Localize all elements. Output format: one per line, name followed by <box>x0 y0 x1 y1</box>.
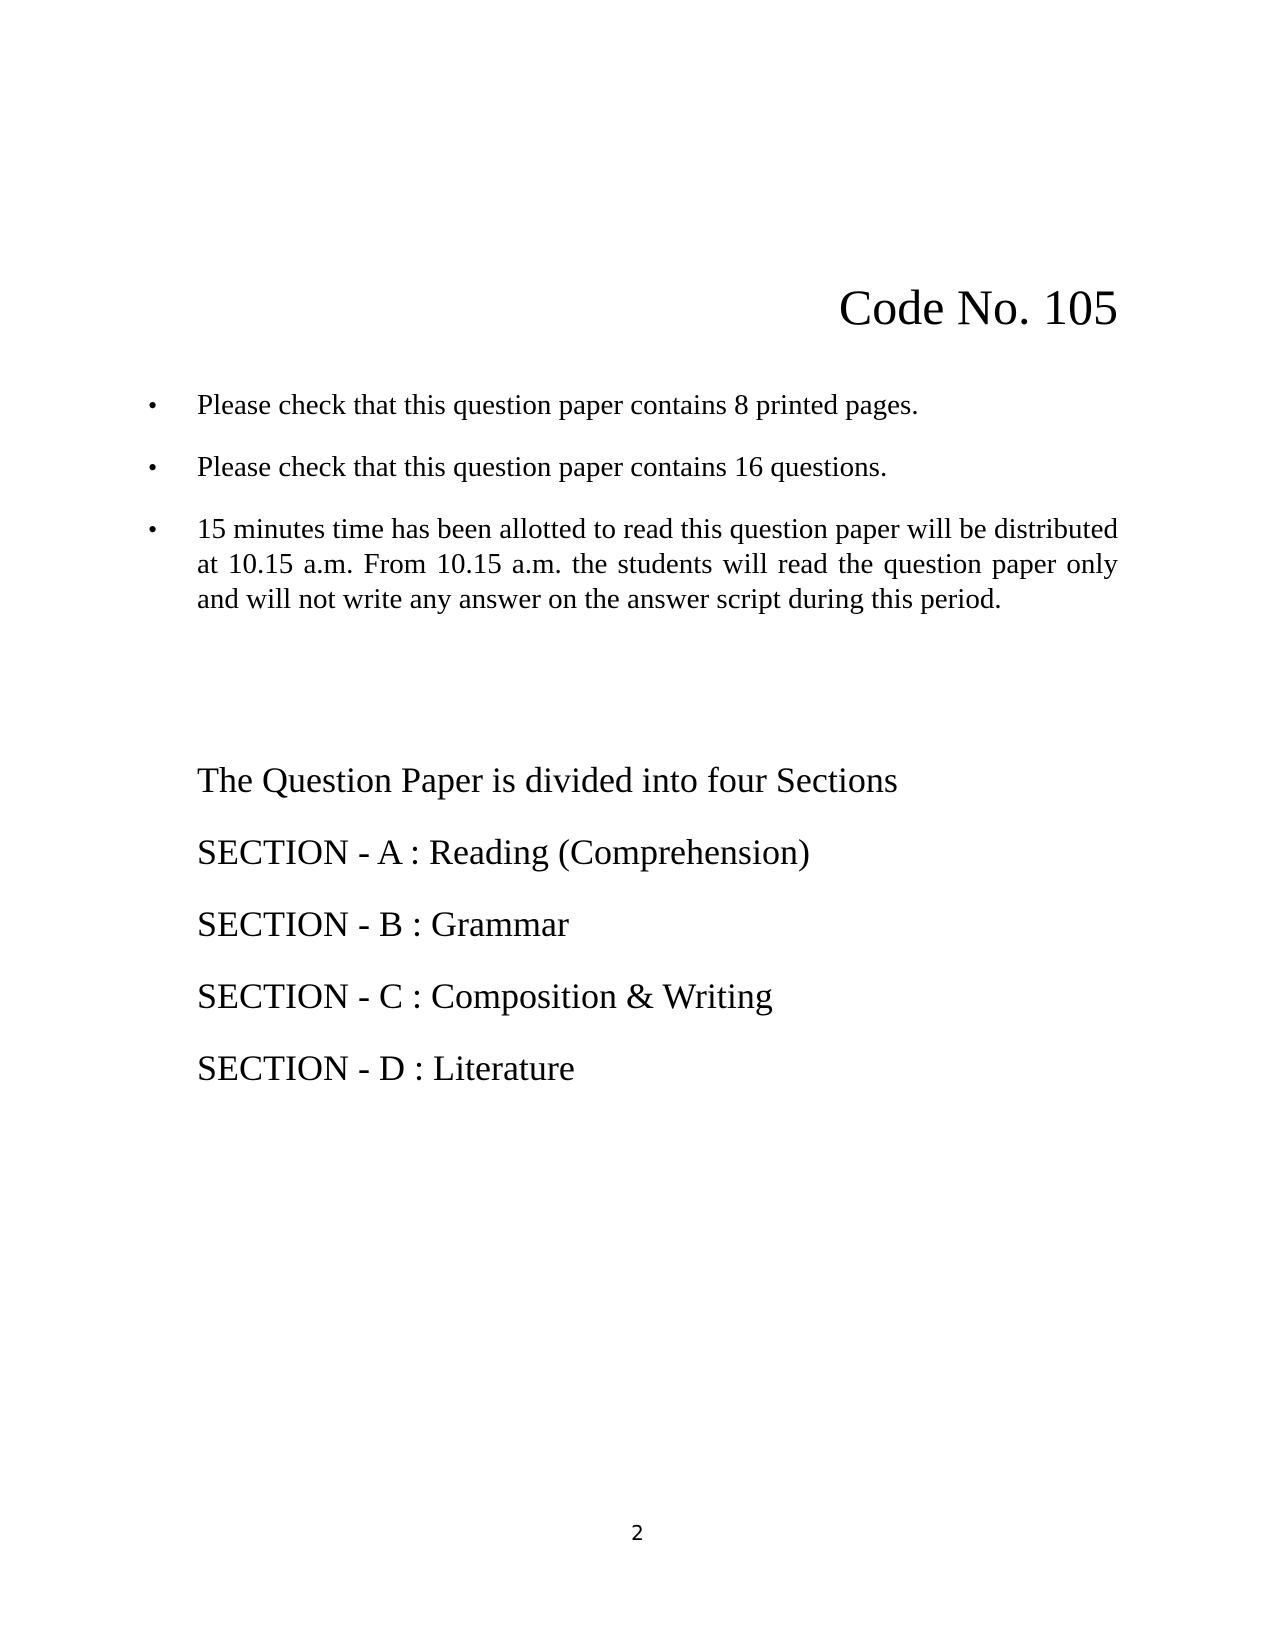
page-number: 2 <box>631 1521 644 1545</box>
section-b: SECTION - B : Grammar <box>197 904 569 944</box>
section-a: SECTION - A : Reading (Comprehension) <box>197 832 810 872</box>
instruction-item <box>148 512 1118 617</box>
bullet-icon: • <box>148 391 158 420</box>
sections-heading: The Question Paper is divided into four Sections <box>197 760 898 800</box>
instruction-text: 15 minutes time has been allotted to read this question paper will be distributed at 10.15 a.m. From 10.15 a.m. the students will read the question paper only and will not write any answer on the answer script during this period. <box>197 513 1118 615</box>
instruction-item <box>148 450 1118 485</box>
instruction-text: Please check that this question paper contains 8 printed pages. <box>197 389 919 421</box>
sections-block <box>197 760 1097 1120</box>
bullet-icon: • <box>148 453 158 482</box>
bullet-icon: • <box>148 515 158 544</box>
instruction-item <box>148 388 1118 423</box>
instructions-list <box>148 388 1118 617</box>
section-c: SECTION - C : Composition & Writing <box>197 976 773 1016</box>
code-number: Code No. 105 <box>838 279 1118 335</box>
instruction-text: Please check that this question paper contains 16 questions. <box>197 451 888 483</box>
section-d: SECTION - D : Literature <box>197 1048 575 1088</box>
